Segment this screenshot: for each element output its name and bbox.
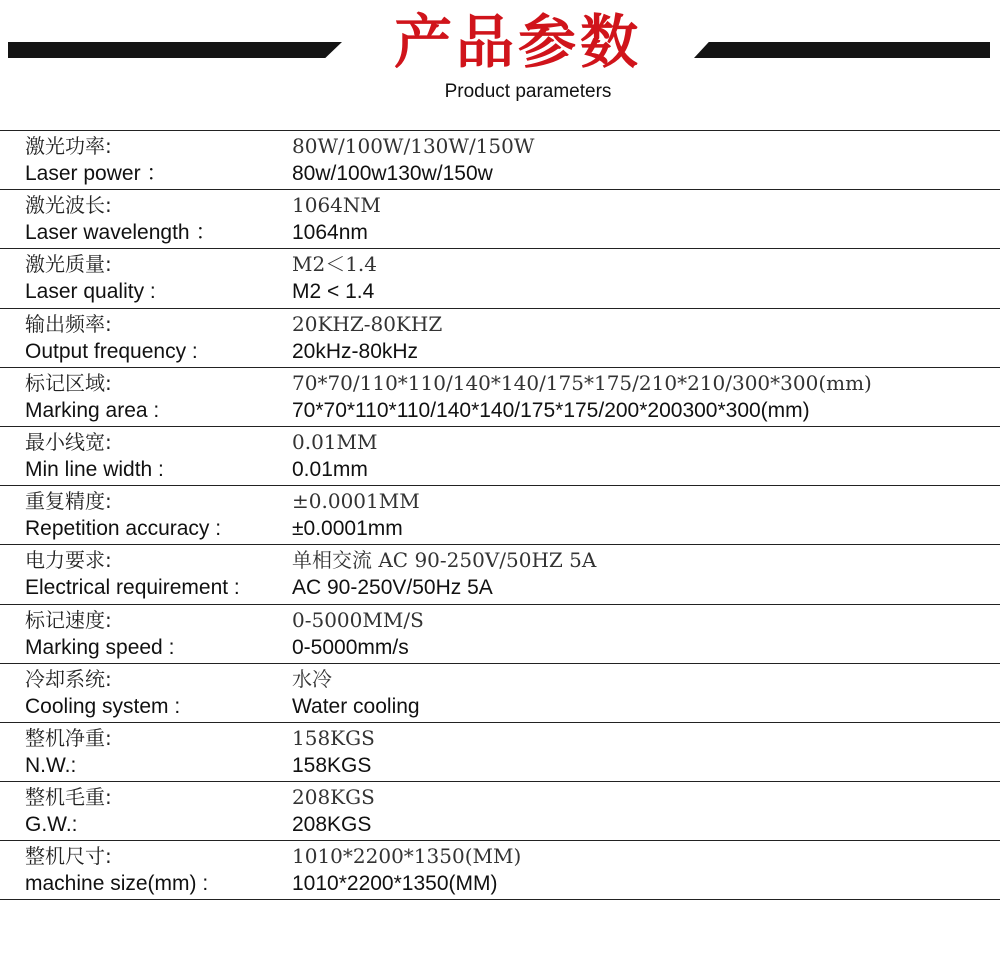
spec-label [25,249,285,305]
spec-value-cn: 0.01MM [292,429,378,454]
spec-value-cn: 20KHZ-80KHZ [292,311,443,336]
spec-row [0,664,1000,723]
spec-value-cn: ±0.0001MM [292,489,420,514]
spec-value-en: 0.01mm [292,457,368,481]
spec-label-cn: 整机尺寸: [25,844,112,869]
spec-label-cn: 电力要求: [25,548,112,573]
spec-label-cn: 冷却系统: [25,666,112,691]
spec-label [25,131,285,187]
spec-label-cn: 输出频率: [25,311,112,336]
spec-value-cn: 1064NM [292,193,381,218]
spec-value-cn: 80W/100W/130W/150W [292,134,535,158]
spec-row [0,723,1000,782]
spec-value-en: 20kHz-80kHz [292,339,419,363]
spec-value-cn: 单相交流 AC 90-250V/50HZ 5A [292,548,597,573]
spec-row [0,545,1000,604]
spec-value-cn: 0-5000MM/S [292,607,424,632]
spec-label-cn: 激光功率: [25,134,112,158]
spec-value-en: ±0.0001mm [292,517,403,541]
spec-value-cn: 水冷 [292,666,332,691]
spec-value [292,723,992,779]
spec-label-cn: 重复精度: [25,489,112,514]
spec-label [25,309,285,365]
spec-label-cn: 标记区域: [25,370,112,395]
spec-label-en: G.W.: [25,813,78,837]
spec-row [0,486,1000,545]
spec-label-cn: 最小线宽: [25,429,112,454]
spec-value [292,486,992,542]
spec-value-cn: M2＜1.4 [292,252,378,277]
spec-row [0,605,1000,664]
spec-label [25,605,285,661]
spec-label-en: Marking speed : [25,635,175,659]
spec-value [292,545,992,601]
spec-label [25,486,285,542]
spec-label-cn: 整机净重: [25,725,112,750]
decorative-bar-right [694,42,990,58]
spec-row [0,841,1000,900]
spec-row [0,131,1000,190]
spec-label-en: Output frequency : [25,339,198,363]
spec-label-en: Laser wavelength ： [25,221,217,245]
spec-label [25,368,285,424]
spec-label-en: Laser power ： [25,162,168,185]
spec-row [0,249,1000,308]
spec-row [0,309,1000,368]
spec-label-en: machine size(mm) : [25,872,209,896]
spec-row [0,427,1000,486]
spec-value [292,368,992,424]
spec-label-en: Min line width : [25,457,164,481]
spec-label-en: Laser quality : [25,280,156,304]
spec-label-en: Repetition accuracy : [25,517,222,541]
spec-value-cn: 208KGS [292,785,375,810]
spec-label [25,723,285,779]
spec-label-cn: 整机毛重: [25,785,112,810]
spec-value [292,605,992,661]
spec-value-cn: 1010*2200*1350(MM) [292,844,522,869]
spec-value [292,664,992,720]
spec-value [292,131,992,187]
spec-label-cn: 激光质量: [25,252,112,277]
spec-value [292,309,992,365]
spec-value-en: 80w/100w130w/150w [292,162,493,185]
spec-value [292,782,992,838]
spec-value-en: 70*70*110*110/140*140/175*175/200*200300*300(mm) [292,398,810,422]
page-title-en: Product parameters [444,81,612,102]
spec-label [25,664,285,720]
spec-label [25,545,285,601]
spec-value-en: 0-5000mm/s [292,635,409,659]
spec-row [0,190,1000,249]
spec-value [292,427,992,483]
spec-label-en: Cooling system : [25,694,181,718]
spec-label-en: Electrical requirement : [25,576,240,600]
spec-label-cn: 激光波长: [25,193,112,218]
spec-value-cn: 158KGS [292,725,375,750]
header [0,0,1000,120]
page-title-cn: 产品参数 [393,8,642,76]
spec-value-en: Water cooling [292,694,420,718]
spec-label [25,427,285,483]
spec-label-en: Marking area : [25,398,160,422]
spec-row [0,368,1000,427]
spec-value-cn: 70*70/110*110/140*140/175*175/210*210/300*300(mm) [292,370,872,395]
spec-value-en: 208KGS [292,813,372,837]
spec-label-cn: 标记速度: [25,607,112,632]
spec-value-en: 158KGS [292,753,372,777]
decorative-bar-left [8,42,342,58]
spec-label [25,782,285,838]
spec-value [292,841,992,897]
spec-value [292,190,992,246]
spec-label-en: N.W.: [25,753,77,777]
spec-label [25,190,285,246]
spec-value-en: 1010*2200*1350(MM) [292,872,498,896]
spec-value-en: M2 < 1.4 [292,280,375,304]
spec-label [25,841,285,897]
spec-value [292,249,992,305]
spec-row [0,782,1000,841]
spec-value-en: 1064nm [292,221,368,245]
spec-table [0,130,1000,900]
spec-value-en: AC 90-250V/50Hz 5A [292,576,493,600]
